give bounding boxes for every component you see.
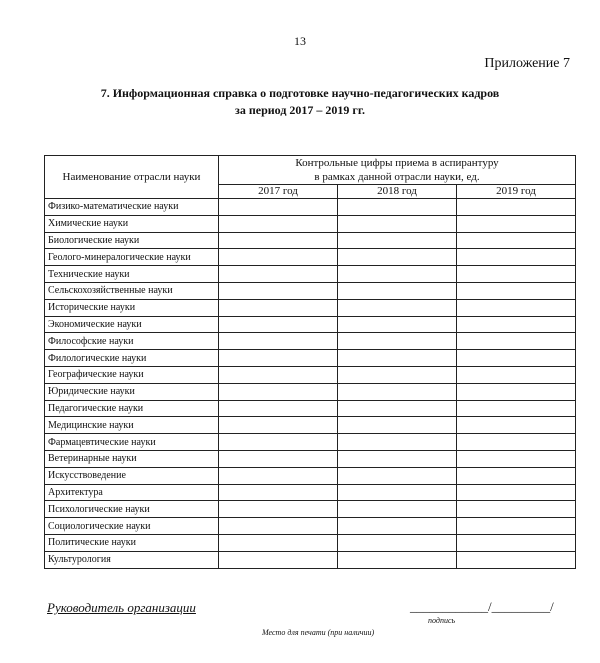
row-name-cell: Филологические науки xyxy=(45,350,219,367)
row-name-cell: Культурология xyxy=(45,551,219,568)
value-cell-2017[interactable] xyxy=(219,249,338,266)
value-cell-2017[interactable] xyxy=(219,518,338,535)
value-cell-2019[interactable] xyxy=(457,249,576,266)
column-header-2017: 2017 год xyxy=(219,185,338,199)
value-cell-2018[interactable] xyxy=(338,551,457,568)
value-cell-2019[interactable] xyxy=(457,518,576,535)
table-row xyxy=(45,215,576,232)
value-cell-2017[interactable] xyxy=(219,282,338,299)
value-cell-2018[interactable] xyxy=(338,450,457,467)
row-name-cell: Психологические науки xyxy=(45,501,219,518)
value-cell-2018[interactable] xyxy=(338,383,457,400)
value-cell-2018[interactable] xyxy=(338,518,457,535)
table-row xyxy=(45,400,576,417)
table-body xyxy=(45,199,576,569)
value-cell-2018[interactable] xyxy=(338,199,457,216)
row-name-cell: Ветеринарные науки xyxy=(45,450,219,467)
value-cell-2019[interactable] xyxy=(457,383,576,400)
value-cell-2017[interactable] xyxy=(219,400,338,417)
table-row xyxy=(45,518,576,535)
value-cell-2018[interactable] xyxy=(338,501,457,518)
value-cell-2017[interactable] xyxy=(219,383,338,400)
row-name-cell: Исторические науки xyxy=(45,299,219,316)
value-cell-2019[interactable] xyxy=(457,501,576,518)
value-cell-2019[interactable] xyxy=(457,534,576,551)
page-number: 13 xyxy=(294,34,306,48)
row-name-cell: Социологические науки xyxy=(45,518,219,535)
signature-caption: подпись xyxy=(428,616,456,625)
value-cell-2019[interactable] xyxy=(457,299,576,316)
value-cell-2017[interactable] xyxy=(219,350,338,367)
table-row xyxy=(45,383,576,400)
value-cell-2017[interactable] xyxy=(219,501,338,518)
row-name-cell: Педагогические науки xyxy=(45,400,219,417)
value-cell-2019[interactable] xyxy=(457,467,576,484)
table-row xyxy=(45,333,576,350)
table-row xyxy=(45,366,576,383)
row-name-cell: Географические науки xyxy=(45,366,219,383)
value-cell-2017[interactable] xyxy=(219,199,338,216)
row-name-cell: Химические науки xyxy=(45,215,219,232)
value-cell-2018[interactable] xyxy=(338,266,457,283)
value-cell-2019[interactable] xyxy=(457,417,576,434)
value-cell-2017[interactable] xyxy=(219,232,338,249)
table-row xyxy=(45,199,576,216)
row-name-cell: Фармацевтические науки xyxy=(45,434,219,451)
value-cell-2019[interactable] xyxy=(457,215,576,232)
value-cell-2017[interactable] xyxy=(219,467,338,484)
value-cell-2017[interactable] xyxy=(219,316,338,333)
value-cell-2017[interactable] xyxy=(219,299,338,316)
value-cell-2019[interactable] xyxy=(457,434,576,451)
table-row xyxy=(45,249,576,266)
value-cell-2017[interactable] xyxy=(219,266,338,283)
admissions-table xyxy=(44,155,576,569)
table-row xyxy=(45,316,576,333)
table-row xyxy=(45,467,576,484)
column-header-2018: 2018 год xyxy=(338,185,457,199)
group-header-line-1: Контрольные цифры приема в аспирантуру xyxy=(295,157,499,169)
row-name-cell: Биологические науки xyxy=(45,232,219,249)
value-cell-2017[interactable] xyxy=(219,450,338,467)
table-row xyxy=(45,299,576,316)
table-row xyxy=(45,417,576,434)
value-cell-2019[interactable] xyxy=(457,400,576,417)
row-name-cell: Сельскохозяйственные науки xyxy=(45,282,219,299)
value-cell-2018[interactable] xyxy=(338,434,457,451)
title-line-2: за период 2017 – 2019 гг. xyxy=(235,103,365,117)
value-cell-2018[interactable] xyxy=(338,366,457,383)
value-cell-2018[interactable] xyxy=(338,232,457,249)
value-cell-2018[interactable] xyxy=(338,316,457,333)
table-row xyxy=(45,551,576,568)
value-cell-2017[interactable] xyxy=(219,434,338,451)
value-cell-2017[interactable] xyxy=(219,333,338,350)
table-row xyxy=(45,434,576,451)
table-row xyxy=(45,534,576,551)
row-name-cell: Экономические науки xyxy=(45,316,219,333)
value-cell-2018[interactable] xyxy=(338,400,457,417)
value-cell-2019[interactable] xyxy=(457,316,576,333)
value-cell-2019[interactable] xyxy=(457,450,576,467)
stamp-caption: Место для печати (при наличии) xyxy=(262,628,375,637)
value-cell-2018[interactable] xyxy=(338,534,457,551)
row-name-cell: Медицинские науки xyxy=(45,417,219,434)
value-cell-2017[interactable] xyxy=(219,417,338,434)
signature-line: ____________/_________/ xyxy=(410,599,554,614)
value-cell-2017[interactable] xyxy=(219,366,338,383)
table-row xyxy=(45,450,576,467)
value-cell-2018[interactable] xyxy=(338,417,457,434)
table-row xyxy=(45,501,576,518)
value-cell-2019[interactable] xyxy=(457,282,576,299)
value-cell-2019[interactable] xyxy=(457,333,576,350)
table-row xyxy=(45,232,576,249)
value-cell-2018[interactable] xyxy=(338,484,457,501)
group-header-line-2: в рамках данной отрасли науки, ед. xyxy=(314,171,480,183)
value-cell-2018[interactable] xyxy=(338,299,457,316)
value-cell-2017[interactable] xyxy=(219,215,338,232)
value-cell-2019[interactable] xyxy=(457,266,576,283)
title-line-1: 7. Информационная справка о подготовке научно-педагогических кадров xyxy=(100,86,500,100)
value-cell-2018[interactable] xyxy=(338,333,457,350)
table-row xyxy=(45,350,576,367)
value-cell-2019[interactable] xyxy=(457,484,576,501)
value-cell-2018[interactable] xyxy=(338,467,457,484)
value-cell-2017[interactable] xyxy=(219,534,338,551)
head-of-organization-label: Руководитель организации xyxy=(47,600,196,615)
value-cell-2019[interactable] xyxy=(457,199,576,216)
value-cell-2018[interactable] xyxy=(338,249,457,266)
row-name-cell: Юридические науки xyxy=(45,383,219,400)
value-cell-2019[interactable] xyxy=(457,551,576,568)
table-row xyxy=(45,484,576,501)
row-name-cell: Политические науки xyxy=(45,534,219,551)
table-row xyxy=(45,282,576,299)
row-name-cell: Искусствоведение xyxy=(45,467,219,484)
value-cell-2019[interactable] xyxy=(457,366,576,383)
value-cell-2017[interactable] xyxy=(219,484,338,501)
value-cell-2018[interactable] xyxy=(338,215,457,232)
row-name-cell: Архитектура xyxy=(45,484,219,501)
column-header-2019: 2019 год xyxy=(457,185,576,199)
row-name-cell: Физико-математические науки xyxy=(45,199,219,216)
value-cell-2018[interactable] xyxy=(338,282,457,299)
appendix-label: Приложение 7 xyxy=(484,56,570,71)
table-row xyxy=(45,266,576,283)
column-header-group xyxy=(219,156,576,185)
row-name-cell: Философские науки xyxy=(45,333,219,350)
value-cell-2019[interactable] xyxy=(457,232,576,249)
value-cell-2019[interactable] xyxy=(457,350,576,367)
row-name-cell: Геолого-минералогические науки xyxy=(45,249,219,266)
value-cell-2018[interactable] xyxy=(338,350,457,367)
value-cell-2017[interactable] xyxy=(219,551,338,568)
column-header-name: Наименование отрасли науки xyxy=(45,156,219,199)
row-name-cell: Технические науки xyxy=(45,266,219,283)
document-title xyxy=(0,85,600,119)
